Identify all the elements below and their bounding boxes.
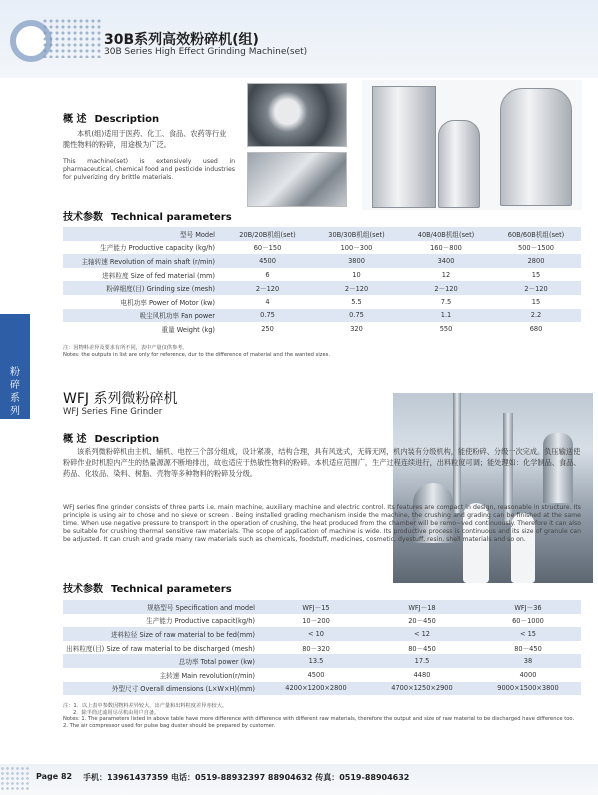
table-cell: 重量 Weight (kg) (161, 325, 215, 334)
table-note (63, 345, 563, 358)
description-text-en: This machine(set) is extensively used in pharmaceutical, chemical food and pesticide industries for pulverizing dry brittle materials. (63, 158, 235, 181)
table-cell: 6 (265, 270, 270, 279)
table-cell: 2－120 (491, 281, 581, 295)
wfj-description-heading-cn: 概 述 (63, 434, 87, 445)
table-cell: 2－120 (401, 281, 491, 295)
table-cell: 38 (475, 654, 581, 668)
table-header-cell: 30B/30B机组(set) (312, 227, 401, 241)
grinder-rotor-photo (247, 83, 347, 147)
table-cell: 500－1500 (518, 244, 554, 253)
table-header-cell: 规格型号 Specification and model (63, 600, 263, 614)
table-cell: 13.5 (263, 654, 369, 668)
table-cell: 进料粒径 Size of raw material to be fed(mm) (63, 627, 263, 641)
table-cell: 3800 (312, 254, 401, 268)
grinder-chamber-photo (247, 152, 347, 207)
table-row (63, 281, 581, 295)
table-row (63, 614, 581, 628)
section-title-wfj-en: WFJ Series Fine Grinder (63, 407, 163, 417)
table-cell: 10－200 (302, 617, 330, 626)
table-cell: 80－450 (408, 644, 436, 653)
table-cell: 60－1000 (512, 617, 544, 626)
table-row (63, 254, 581, 268)
table-header-cell: 40B/40B机组(set) (401, 227, 491, 241)
wfj-description-text-cn: 该系列微粉碎机由主机、辅机、电控三个部分组成，设计紧凑，结构合理，具有风选式，无筛无网，机内装有分级机构，能使粉碎、分级一次完成。负压输送使粉碎作业时机腔内产生的热量源源不断地排出，故也适应于热敏性物料的粉碎。本机适应范围广，生产过程连续进行，出料粒度可调；能处理如：化学制品、食品、药品、化妆品、染料、树脂、壳物等多种物料的粉碎及分级。 (63, 447, 581, 478)
section-title-wfj-cn: WFJ 系列微粉碎机 (63, 391, 178, 407)
table-row (63, 627, 581, 641)
table-cell: 4200×1200×2800 (263, 682, 369, 696)
table-cell: 550 (439, 324, 453, 333)
table-row (63, 309, 581, 323)
page-title-cn: 30B系列高效粉碎机(组) (104, 32, 259, 48)
table-note-en: Notes: the outputs in list are only for reference, dur to the difference of material and the wanted sizes. (63, 351, 331, 358)
table-cell: 生产能力 Productive capacity (kg/h) (100, 244, 215, 253)
table-cell: 680 (529, 324, 543, 333)
table-cell: 0.75 (312, 309, 401, 323)
table-cell: 4000 (519, 670, 537, 679)
wfj-tech-params-heading-cn: 技术参数 (63, 584, 103, 595)
table-cell: 4 (265, 297, 270, 306)
side-category-tab (0, 314, 30, 419)
table-row (63, 641, 581, 655)
table-cell: 3400 (401, 254, 491, 268)
table-row (63, 682, 581, 696)
tech-params-heading-en: Technical parameters (111, 212, 232, 223)
contact-info: 手机：13961437359 电话：0519-88932397 88904632 传真：0519-88904632 (83, 773, 410, 782)
dust-collector-cabinet (372, 86, 436, 208)
factory-installation-photo (393, 393, 593, 583)
table-cell: 2－120 (312, 281, 401, 295)
wfj-note-line: 2. The air compressor used for pulse bag duster should be prepared by customer. (63, 722, 276, 729)
table-cell: < 12 (369, 627, 475, 641)
table-cell: 出料粒度(目) Size of raw material to be discharged (mesh) (66, 644, 255, 653)
table-header-cell: WFJ－18 (369, 600, 475, 614)
table-cell: 主轴转速 Revolution of main shaft (r/min) (63, 254, 223, 268)
table-cell: 15 (531, 270, 541, 279)
table-cell: 1.1 (401, 309, 491, 323)
page-number: Page 82 (36, 772, 73, 781)
table-row (63, 295, 581, 309)
table-row (63, 241, 581, 255)
tech-params-heading-cn: 技术参数 (63, 212, 103, 223)
table-header-row (63, 600, 581, 614)
description-heading (63, 110, 159, 125)
wfj-note-line: Notes: 1. The parameters listed in above table have more difference with difference with different raw materials, therefore the output and size of raw material to be discharged have difference too. (63, 716, 575, 723)
table-cell: 20－450 (408, 617, 436, 626)
table-cell: < 10 (263, 627, 369, 641)
table-cell: 9000×1500×3800 (475, 682, 581, 696)
table-cell: 4500 (223, 254, 312, 268)
wfj-table-notes (63, 703, 578, 729)
side-tab-label: 粉碎系列 (10, 367, 20, 417)
table-header-cell: 型号 Model (63, 227, 223, 241)
table-header-cell: WFJ－15 (263, 600, 369, 614)
tech-params-heading (63, 208, 232, 223)
table-cell: 15 (531, 297, 541, 306)
description-heading-en: Description (94, 114, 160, 125)
table-header-row (63, 227, 581, 241)
spec-table-wfj (63, 600, 581, 695)
table-cell: 进料粒度 Size of fed material (mm) (102, 271, 215, 280)
table-cell: 12 (441, 270, 451, 279)
table-cell: 4480 (413, 670, 431, 679)
table-cell: 4500 (307, 670, 325, 679)
table-note-cn: 注：因物料差异及要求有所不同，表中产量仅供参考。 (63, 345, 188, 351)
table-cell: 2800 (491, 254, 581, 268)
table-row (63, 268, 581, 282)
table-cell: < 15 (475, 627, 581, 641)
standalone-grinder (500, 88, 572, 206)
page-title-en: 30B Series High Effect Grinding Machine(set) (104, 47, 308, 57)
dots-decoration (0, 766, 30, 792)
table-cell: 80－450 (514, 644, 542, 653)
dots-decoration (42, 18, 102, 58)
table-cell: 5.5 (351, 297, 362, 306)
table-cell: 2.2 (491, 309, 581, 323)
wfj-tech-params-heading (63, 580, 232, 595)
table-cell: 吸尘风机功率 Fan power (63, 309, 223, 323)
table-header-cell: 20B/20B机组(set) (223, 227, 312, 241)
table-cell: 4700×1250×2900 (369, 682, 475, 696)
table-cell: 主转速 Main revolution(r/min) (159, 671, 255, 680)
table-cell: 0.75 (223, 309, 312, 323)
table-cell: 2－120 (223, 281, 312, 295)
table-cell: 100－300 (340, 244, 373, 253)
table-row (63, 322, 581, 336)
wfj-note-line: 2．除半筒过滤用尽尽机由用户自备。 (73, 709, 160, 716)
table-row (63, 668, 581, 682)
table-cell: 7.5 (440, 297, 452, 306)
wfj-note-line: 注：1．以上表中参数因物料差异较大，出产量和出料粒度差异亦较大。 (63, 703, 228, 709)
table-cell: 粉碎细度(目) Grinding size (mesh) (63, 281, 223, 295)
description-heading-cn: 概 述 (63, 114, 87, 125)
table-cell: 80－320 (302, 644, 330, 653)
table-cell: 160－800 (430, 244, 462, 253)
table-header-cell: 60B/60B机组(set) (491, 227, 581, 241)
table-cell: 外型尺寸 Overall dimensions (L×W×H)(mm) (63, 682, 263, 696)
table-cell: 60－150 (253, 244, 282, 253)
wfj-description-text-en: WFJ series fine grinder consists of three parts i.e. main machine, auxiliary machine and electric control. Its features are compact in design, reasonable in structure. Its principle is using air to chose and no sieve or screen . Being installed grading mechanism inside the machine, the crushing and grading can be finished at the same time. When use negative pressure to transport in the operation of crushing, the heat produced from the chamber will be remo~ved continuously. Therefore it can also be suitable for crushing thermal sensitive raw materials. The scope of application of machine is wide. Its productive process is continuous and its size of granule can be adjusted. It can crush and grade many raw materials such as chemicals, foodstuff, medicines, cosmetic, dyestuff, resin, shell materials and so on. (63, 504, 581, 543)
wfj-tech-params-heading-en: Technical parameters (111, 584, 232, 595)
grinder-unit (438, 120, 480, 208)
table-cell: 电机功率 Power of Motor (kw) (120, 298, 215, 307)
table-cell: 总功率 Total power (kw) (63, 654, 263, 668)
table-cell: 17.5 (369, 654, 475, 668)
table-cell: 250 (261, 324, 274, 333)
description-text-cn: 本机(组)适用于医药、化工、食品、农药等行业脆性物料的粉碎，用途极为广泛。 (63, 129, 227, 149)
spec-table-30b (63, 227, 581, 336)
table-cell: 10 (352, 270, 361, 279)
wfj-description-heading-en: Description (94, 434, 160, 445)
table-row (63, 654, 581, 668)
table-cell: 生产能力 Productive capacit(kg/h) (146, 617, 255, 626)
table-cell: 320 (350, 324, 363, 333)
wfj-description-heading (63, 430, 159, 445)
table-header-cell: WFJ－36 (475, 600, 581, 614)
